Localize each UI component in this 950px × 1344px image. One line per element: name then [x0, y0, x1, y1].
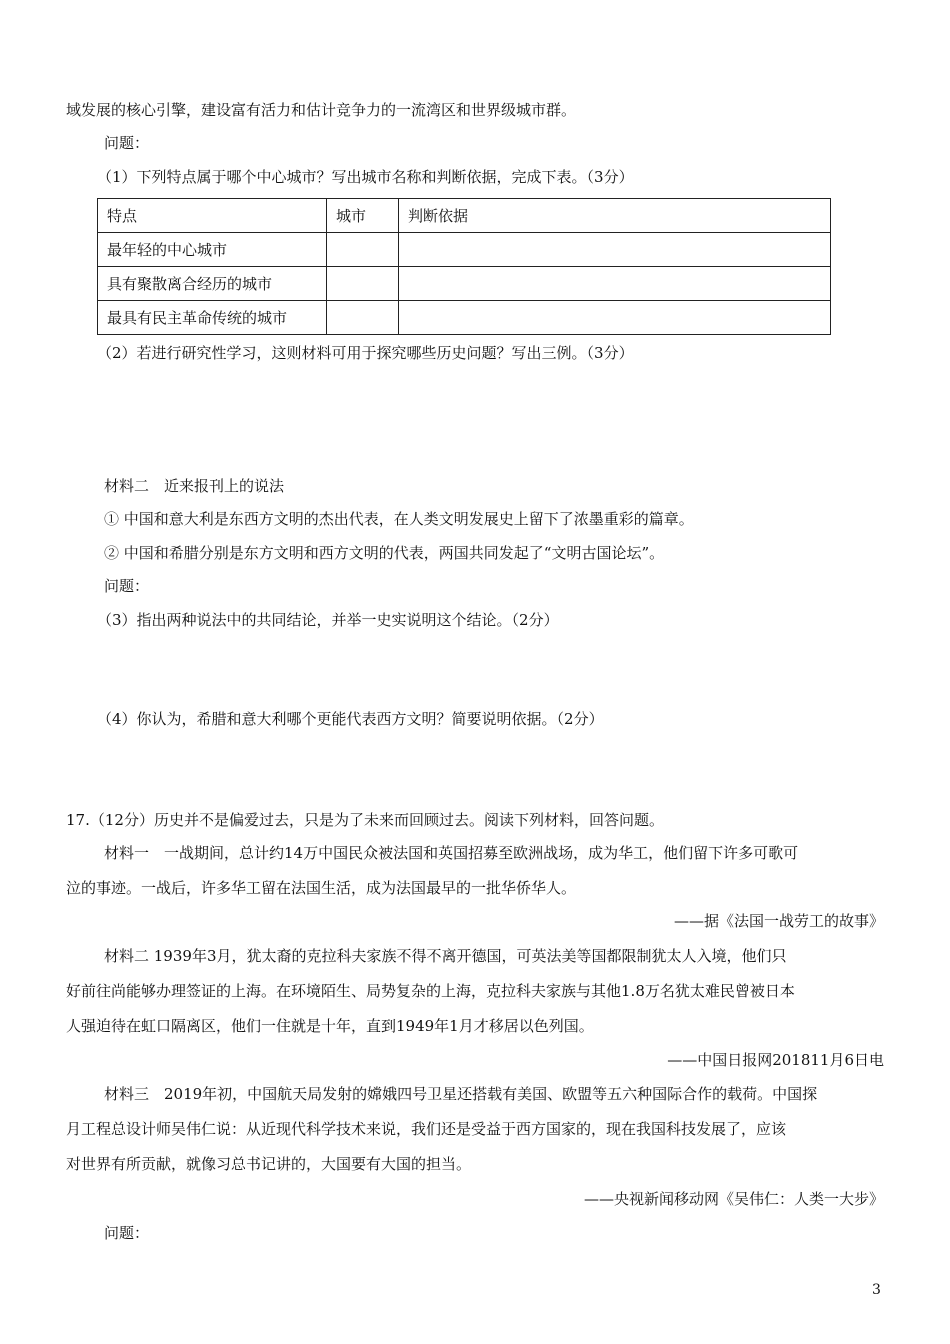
table-cell: 最具有民主革命传统的城市 — [98, 301, 327, 335]
statement-1: ① 中国和意大利是东西方文明的杰出代表，在人类文明发展史上留下了浓墨重彩的篇章。 — [104, 510, 694, 528]
material-3-line: 对世界有所贡献，就像习总书记讲的，大国要有大国的担当。 — [66, 1155, 472, 1173]
table-header-cell: 城市 — [327, 199, 399, 233]
table-answer-cell[interactable] — [399, 267, 831, 301]
material-2-line: 材料二 1939年3月，犹太裔的克拉科夫家族不得不离开德国，可英法美等国都限制犹太人入境，他们只 — [104, 947, 787, 965]
table-answer-cell[interactable] — [327, 233, 399, 267]
material-3-line: 月工程总设计师吴伟仁说：从近现代科学技术来说，我们还是受益于西方国家的，现在我国科技发展了，应该 — [66, 1120, 787, 1138]
question-2: （2）若进行研究性学习，这则材料可用于探究哪些历史问题？写出三例。（3分） — [97, 344, 634, 362]
question-17-header: 17.（12分）历史并不是偏爱过去，只是为了未来而回顾过去。阅读下列材料，回答问题。 — [66, 811, 664, 829]
material-1-line: 材料一 一战期间，总计约14万中国民众被法国和英国招募至欧洲战场，成为华工，他们留下许多可歌可 — [104, 844, 799, 862]
material-3-line: 材料三 2019年初，中国航天局发射的嫦娥四号卫星还搭载有美国、欧盟等五六种国际合作的载荷。中国探 — [104, 1085, 818, 1103]
material-2-line: 人强迫待在虹口隔离区，他们一住就是十年，直到1949年1月才移居以色列国。 — [66, 1017, 594, 1035]
table-row — [98, 233, 831, 267]
material-2-title: 材料二 近来报刊上的说法 — [104, 477, 285, 495]
material-2-line: 好前往尚能够办理签证的上海。在环境陌生、局势复杂的上海，克拉科夫家族与其他1.8万名犹太难民曾被日本 — [66, 982, 795, 1000]
table-answer-cell[interactable] — [399, 301, 831, 335]
table-row — [98, 301, 831, 335]
answer-table — [97, 198, 831, 335]
question-label: 问题： — [104, 1224, 150, 1242]
table-row — [98, 267, 831, 301]
table-answer-cell[interactable] — [327, 301, 399, 335]
table-cell: 最年轻的中心城市 — [98, 233, 327, 267]
question-3: （3）指出两种说法中的共同结论，并举一史实说明这个结论。（2分） — [97, 611, 559, 629]
statement-2: ② 中国和希腊分别是东方文明和西方文明的代表，两国共同发起了“文明古国论坛”。 — [104, 544, 665, 562]
question-1: （1）下列特点属于哪个中心城市？写出城市名称和判断依据，完成下表。（3分） — [97, 168, 634, 186]
question-label: 问题： — [104, 577, 150, 595]
table-header-cell: 判断依据 — [399, 199, 831, 233]
table-cell: 具有聚散离合经历的城市 — [98, 267, 327, 301]
page-number: 3 — [872, 1282, 881, 1298]
question-4: （4）你认为，希腊和意大利哪个更能代表西方文明？简要说明依据。（2分） — [97, 710, 604, 728]
question-label: 问题： — [104, 134, 150, 152]
table-answer-cell[interactable] — [399, 233, 831, 267]
table-answer-cell[interactable] — [327, 267, 399, 301]
material-1-line: 泣的事迹。一战后，许多华工留在法国生活，成为法国最早的一批华侨华人。 — [66, 879, 577, 897]
table-header-cell: 特点 — [98, 199, 327, 233]
table-header-row — [98, 199, 831, 233]
material-2-source: ——中国日报网201811月6日电 — [667, 1051, 884, 1069]
top-continuation: 域发展的核心引擎，建设富有活力和估计竞争力的一流湾区和世界级城市群。 — [66, 101, 577, 119]
material-3-source: ——央视新闻移动网《吴伟仁：人类一大步》 — [583, 1190, 884, 1208]
material-1-source: ——据《法国一战劳工的故事》 — [673, 912, 884, 930]
